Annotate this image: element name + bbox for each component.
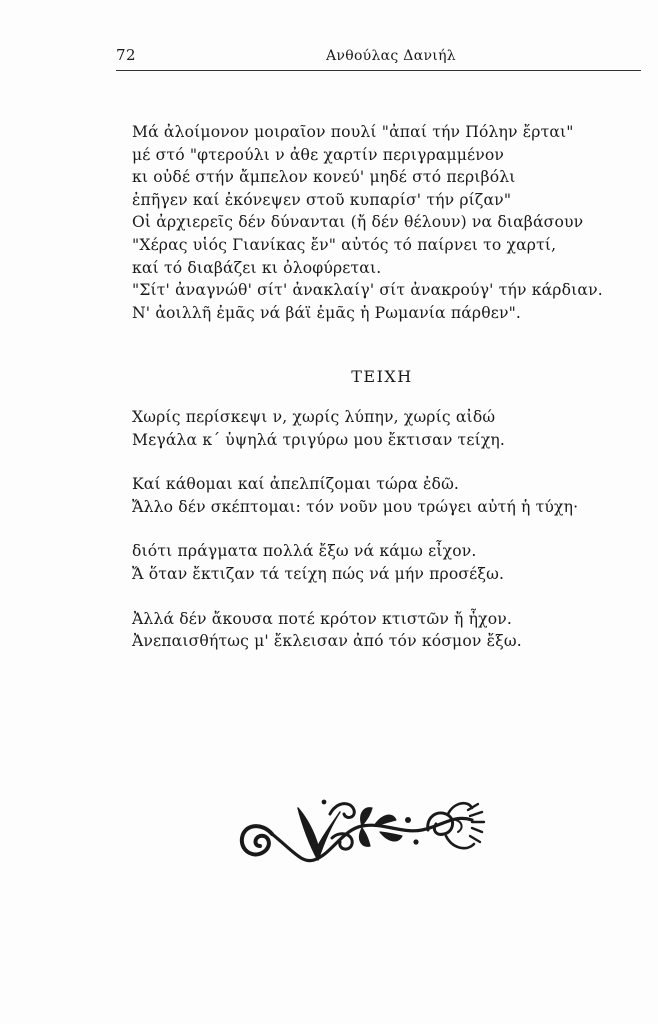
poem-line: μέ στό "φτερούλι ν ἀθε χαρτίν περιγραμμένον xyxy=(132,145,505,164)
poem-line: ἐπῆγεν καί ἐκόνεψεν στοῦ κυπαρίσ' τήν ρίζαν" xyxy=(132,190,512,209)
page-header xyxy=(116,44,616,70)
poem-line: Ἄλλο δέν σκέπτομαι: τόν νοῦν μου τρώγει αὐτή ἡ τύχη· xyxy=(132,497,579,516)
poem-excerpt xyxy=(132,121,632,324)
poem-line: Ἀλλά δέν ἄκουσα ποτέ κρότον κτιστῶν ἤ ἦχον. xyxy=(132,609,513,628)
poem-line: Μά ἀλοίμονον μοιραῖον πουλί "ἀπαί τήν Πόλην ἔρται" xyxy=(132,123,574,141)
stanza xyxy=(132,540,632,585)
poem-line: "Σίτ' ἀναγνώθ' σίτ' ἀνακλαίγ' σίτ ἀνακρούγ' τήν κάρδιαν. xyxy=(132,281,603,300)
poem-title: ΤΕΙΧΗ xyxy=(351,367,413,386)
running-head: Ανθούλας Δανιήλ xyxy=(326,48,456,64)
poem-line: "Χέρας υἱός Γιανίκας ἔν" αὐτός τό παίρνει το χαρτί, xyxy=(132,235,557,254)
floral-ornament-icon xyxy=(232,790,494,872)
page-number: 72 xyxy=(116,46,137,64)
poem-line: Ἄ ὅταν ἔκτιζαν τά τείχη πώς νά μήν προσέξω. xyxy=(132,564,505,583)
poem-line: Χωρίς περίσκεψι ν, χωρίς λύπην, χωρίς αἰδώ xyxy=(132,408,496,426)
stanza xyxy=(132,473,632,518)
poem-line: διότι πράγματα πολλά ἔξω νά κάμω εἶχον. xyxy=(132,542,477,561)
poem-teixi xyxy=(132,406,632,675)
poem-line: Οἱ ἀρχιερεῖς δέν δύνανται (ἤ δέν θέλουν) να διαβάσουν xyxy=(132,213,584,232)
poem-line: καί τό διαβάζει κι ὀλοφύρεται. xyxy=(132,258,382,277)
poem-line: Καί κάθομαι καί ἀπελπίζομαι τώρα ἐδῶ. xyxy=(132,475,460,494)
stanza xyxy=(132,406,632,451)
poem-line: Μεγάλα κ΄ ὑψηλά τριγύρω μου ἔκτισαν τείχη. xyxy=(132,430,506,449)
stanza xyxy=(132,608,632,653)
poem-line: Ἀνεπαισθήτως μ' ἔκλεισαν ἀπό τόν κόσμον ἔξω. xyxy=(132,632,522,651)
poem-line: Ν' ἀοιλλῆ ἐμᾶς νά βάϊ ἐμᾶς ἡ Ρωμανία πάρθεν". xyxy=(132,303,522,322)
header-rule xyxy=(116,70,641,71)
poem-line: κι οὐδέ στήν ἄμπελον κονεύ' μηδέ στό περιβόλι xyxy=(132,168,516,187)
